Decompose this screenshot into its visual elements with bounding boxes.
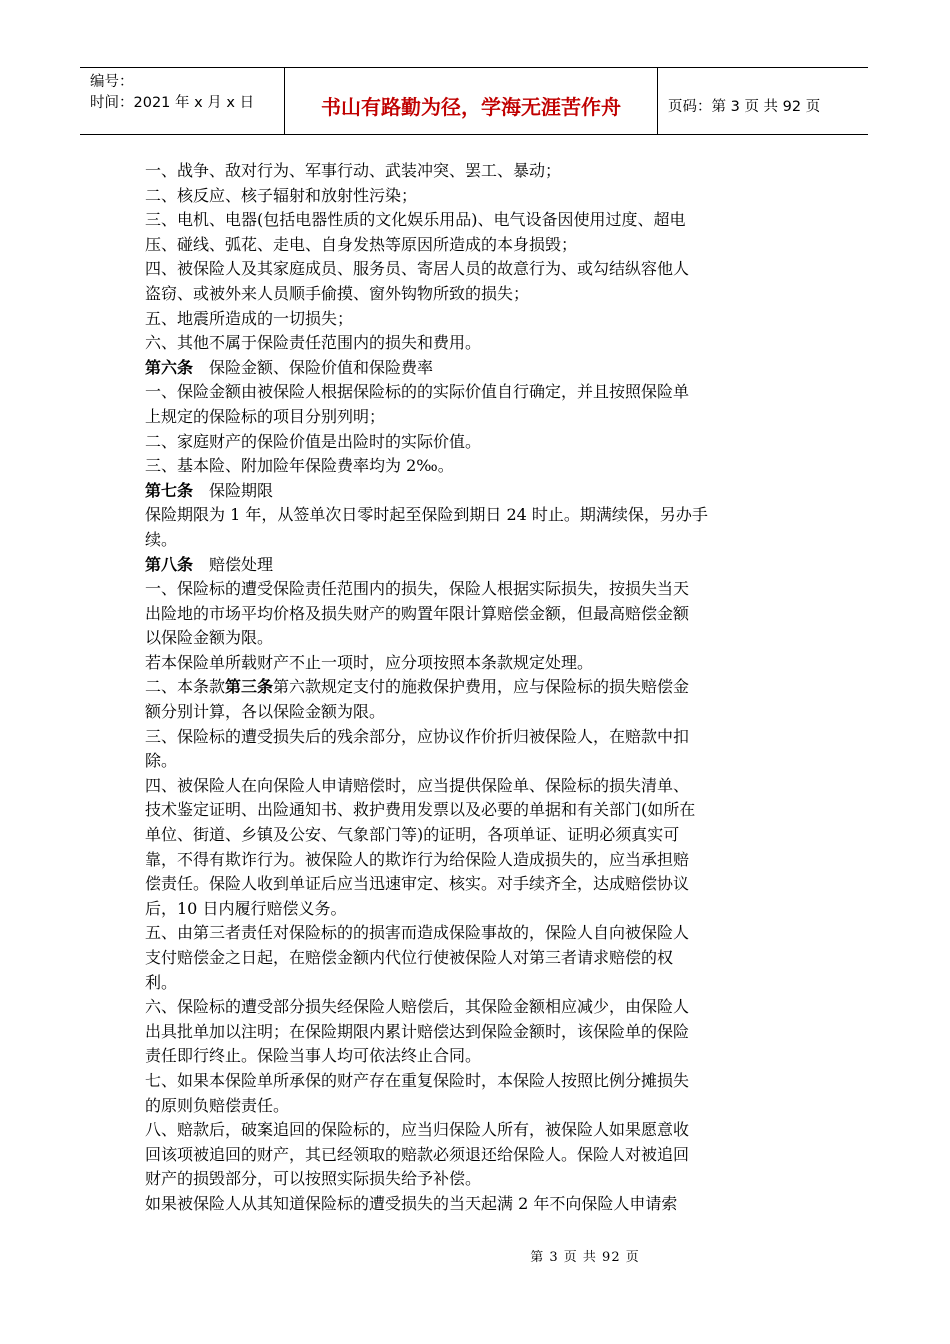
- document-body: [145, 159, 805, 1217]
- line-text: 如果被保险人从其知道保险标的遭受损失的当天起满 2 年不向保险人申请索: [145, 1193, 678, 1213]
- page-header: [80, 67, 868, 135]
- header-page-info: 页码：第 3 页 共 92 页: [668, 98, 821, 115]
- article-heading-line: [145, 479, 805, 504]
- body-line: [145, 282, 805, 307]
- body-line: [145, 577, 805, 602]
- line-text: 财产的损毁部分，可以按照实际损失给予补偿。: [145, 1169, 482, 1189]
- body-line: [145, 1044, 805, 1069]
- body-line: [145, 823, 805, 848]
- article-heading-line: [145, 553, 805, 578]
- body-line: [145, 233, 805, 258]
- body-line: [145, 184, 805, 209]
- date-label: 时间：2021 年 x 月 x 日: [90, 95, 255, 111]
- body-line: [145, 208, 805, 233]
- header-meta: [80, 68, 285, 134]
- line-text: 保险金额、保险价值和保险费率: [193, 357, 434, 377]
- line-text: 五、地震所造成的一切损失；: [145, 308, 354, 328]
- body-line: [145, 602, 805, 627]
- line-text: 利。: [145, 972, 178, 992]
- body-line: [145, 848, 805, 873]
- line-text: 支付赔偿金之日起，在赔偿金额内代位行使被保险人对第三者请求赔偿的权: [145, 948, 674, 967]
- body-line: [145, 921, 805, 946]
- line-text: 出具批单加以注明；在保险期限内累计赔偿达到保险金额时，该保险单的保险: [145, 1021, 690, 1041]
- body-line: [145, 405, 805, 430]
- body-line: [145, 1094, 805, 1119]
- line-text: 赔偿处理: [193, 554, 274, 574]
- line-text: 责任即行终止。保险当事人均可依法终止合同。: [145, 1046, 482, 1066]
- body-line: [145, 503, 805, 528]
- line-text: 六、保险标的遭受部分损失经保险人赔偿后，其保险金额相应减少，由保险人: [145, 997, 690, 1017]
- body-line: [145, 872, 805, 897]
- line-text: 八、赔款后，破案追回的保险标的，应当归保险人所有，被保险人如果愿意收: [145, 1120, 690, 1140]
- line-text: 回该项被追回的财产，其已经领取的赔款必须退还给保险人。保险人对被追回: [145, 1144, 690, 1164]
- body-line: [145, 307, 805, 332]
- line-text: 第六款规定支付的施救保护费用，应与保险标的损失赔偿金: [273, 677, 690, 697]
- body-line: [145, 159, 805, 184]
- line-text: 五、由第三者责任对保险标的的损害而造成保险事故的，保险人自向被保险人: [145, 923, 690, 943]
- body-line: [145, 700, 805, 725]
- line-text: 保险期限: [193, 480, 274, 500]
- body-line: [145, 651, 805, 676]
- article-heading-line: [145, 356, 805, 381]
- line-text: 一、战争、敌对行为、军事行动、武装冲突、罢工、暴动；: [145, 161, 562, 180]
- line-text: 三、电机、电器(包括电器性质的文化娱乐用品)、电气设备因使用过度、超电: [145, 210, 686, 230]
- body-line: [145, 1020, 805, 1045]
- body-line: [145, 331, 805, 356]
- body-line: [145, 749, 805, 774]
- line-text: 额分别计算，各以保险金额为限。: [145, 702, 386, 722]
- line-text: 盗窃、或被外来人员顺手偷摸、窗外钩物所致的损失；: [145, 283, 530, 303]
- line-text: 三、基本险、附加险年保险费率均为 2‰。: [145, 456, 454, 476]
- body-line: [145, 528, 805, 553]
- line-text: 的原则负赔偿责任。: [145, 1095, 290, 1115]
- line-text: 除。: [145, 751, 178, 771]
- line-text: 上规定的保险标的项目分别列明；: [145, 406, 386, 426]
- line-prefix: 二、本条款: [145, 677, 226, 697]
- article-number: 第八条: [145, 554, 194, 574]
- line-text: 压、碰线、弧花、走电、自身发热等原因所造成的本身损毁；: [145, 234, 578, 254]
- number-label: 编号：: [90, 74, 134, 90]
- line-text: 后，10 日内履行赔偿义务。: [145, 898, 347, 918]
- line-text: 二、家庭财产的保险价值是出险时的实际价值。: [145, 431, 482, 451]
- body-line: [145, 430, 805, 455]
- line-text: 七、如果本保险单所承保的财产存在重复保险时，本保险人按照比例分摊损失: [145, 1070, 690, 1090]
- line-text: 二、核反应、核子辐射和放射性污染；: [145, 185, 418, 205]
- body-line: [145, 995, 805, 1020]
- article-number: 第六条: [145, 357, 194, 377]
- body-line: [145, 1192, 805, 1217]
- line-text: 续。: [145, 529, 178, 549]
- article-heading-line: [145, 675, 805, 700]
- header-motto: 书山有路勤为径，学海无涯苦作舟: [285, 68, 658, 134]
- line-text: 出险地的市场平均价格及损失财产的购置年限计算赔偿金额，但最高赔偿金额: [145, 603, 690, 623]
- body-line: [145, 454, 805, 479]
- line-text: 保险期限为 1 年，从签单次日零时起至保险到期日 24 时止。期满续保，另办手: [145, 505, 708, 525]
- line-text: 偿责任。保险人收到单证后应当迅速审定、核实。对手续齐全，达成赔偿协议: [145, 874, 690, 894]
- body-line: [145, 897, 805, 922]
- line-text: 三、保险标的遭受损失后的残余部分，应协议作价折归被保险人，在赔款中扣: [145, 726, 690, 746]
- footer-page-number: 第 3 页 共 92 页: [530, 1250, 640, 1265]
- body-line: [145, 1167, 805, 1192]
- line-text: 以保险金额为限。: [145, 628, 274, 648]
- body-line: [145, 380, 805, 405]
- line-text: 四、被保险人在向保险人申请赔偿时，应当提供保险单、保险标的损失清单、: [145, 775, 690, 795]
- page-footer: [0, 1246, 950, 1265]
- body-line: [145, 774, 805, 799]
- body-line: [145, 946, 805, 971]
- line-text: 靠，不得有欺诈行为。被保险人的欺诈行为给保险人造成损失的，应当承担赔: [145, 849, 690, 869]
- body-line: [145, 626, 805, 651]
- article-number: 第七条: [145, 480, 194, 500]
- body-line: [145, 1143, 805, 1168]
- line-text: 技术鉴定证明、出险通知书、救护费用发票以及必要的单据和有关部门(如所在: [145, 800, 696, 820]
- body-line: [145, 1069, 805, 1094]
- body-line: [145, 725, 805, 750]
- line-text: 一、保险金额由被保险人根据保险标的的实际价值自行确定，并且按照保险单: [145, 382, 690, 402]
- body-line: [145, 1118, 805, 1143]
- line-text: 六、其他不属于保险责任范围内的损失和费用。: [145, 333, 482, 353]
- line-text: 一、保险标的遭受保险责任范围内的损失，保险人根据实际损失，按损失当天: [145, 579, 690, 599]
- line-text: 单位、街道、乡镇及公安、气象部门等)的证明，各项单证、证明必须真实可: [145, 825, 680, 845]
- body-line: [145, 971, 805, 996]
- line-text: 若本保险单所载财产不止一项时，应分项按照本条款规定处理。: [145, 652, 594, 672]
- body-line: [145, 257, 805, 282]
- line-text: 四、被保险人及其家庭成员、服务员、寄居人员的故意行为、或勾结纵容他人: [145, 259, 690, 279]
- body-line: [145, 798, 805, 823]
- article-number: 第三条: [225, 677, 274, 697]
